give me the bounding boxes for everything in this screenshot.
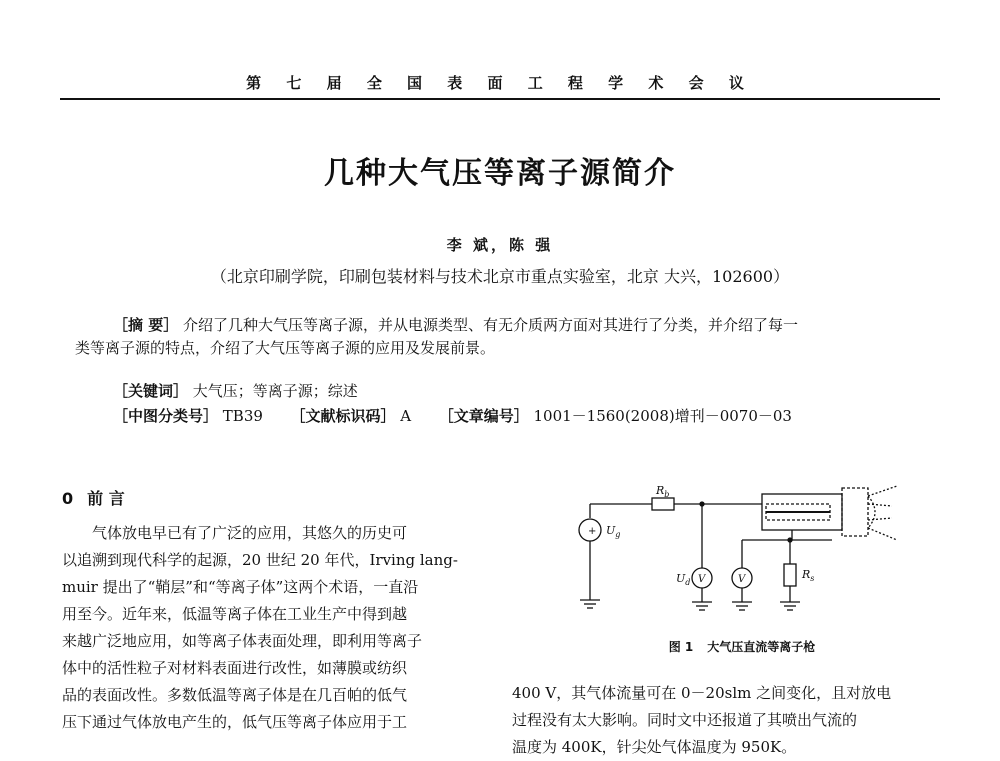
body-right-line: 过程没有太大影响。同时文中还报道了其喷出气流的 xyxy=(512,711,858,729)
label-ug: $U_g$ xyxy=(606,524,621,539)
abstract-label: ［摘 要］ xyxy=(113,316,179,334)
body-left-line: 气体放电早已有了广泛的应用，其悠久的历史可 xyxy=(92,524,408,542)
body-left-line: 体中的活性粒子对材料表面进行改性，如薄膜或纺织 xyxy=(62,659,408,677)
figure-number: 图 1 xyxy=(668,640,694,654)
abstract-first-line xyxy=(75,314,930,337)
section-number: 0 xyxy=(62,489,74,508)
body-left-line: 压下通过气体放电产生的，低气压等离子体应用于工 xyxy=(62,713,408,731)
svg-text:V: V xyxy=(738,574,746,585)
keywords xyxy=(113,380,358,401)
keywords-text: 大气压；等离子源；综述 xyxy=(192,382,358,400)
conference-header: 第 七 届 全 国 表 面 工 程 学 术 会 议 xyxy=(246,74,754,92)
ballast-resistor xyxy=(652,498,674,510)
abstract xyxy=(75,314,930,360)
body-right-line: 温度为 400K，针尖处气体温度为 950K。 xyxy=(512,738,797,756)
section-title: 前 言 xyxy=(87,489,125,508)
section-heading xyxy=(62,486,139,509)
abstract-text-2: 类等离子源的特点，介绍了大气压等离子源的应用及发展前景。 xyxy=(75,339,496,357)
circuit-diagram xyxy=(552,482,932,622)
label-rb: $R_b$ xyxy=(656,484,670,499)
body-left-line: 以追溯到现代科学的起源，20 世纪 20 年代，Irving lang- xyxy=(62,551,458,569)
clc-value: TB39 xyxy=(222,407,263,425)
body-left-line: 用至今。近年来，低温等离子体在工业生产中得到越 xyxy=(62,605,408,623)
abstract-text-1: 介绍了几种大气压等离子源，并从电源类型、有无介质两方面对其进行了分类，并介绍了每一 xyxy=(183,316,799,334)
keywords-label: ［关键词］ xyxy=(113,382,189,400)
classification-line xyxy=(113,405,792,426)
article-number-label: ［文章编号］ xyxy=(438,407,529,425)
sense-resistor xyxy=(784,564,796,586)
doc-code-label: ［文献标识码］ xyxy=(290,407,396,425)
body-left-column xyxy=(62,520,492,736)
authors: 李 斌，陈 强 xyxy=(446,236,554,254)
body-left-line: 品的表面改性。多数低温等离子体是在几百帕的低气 xyxy=(62,686,408,704)
label-ud: $U_d$ xyxy=(676,572,691,587)
nozzle xyxy=(842,488,868,536)
figure-caption xyxy=(552,638,932,655)
svg-text:V: V xyxy=(698,574,706,585)
paper-title: 几种大气压等离子源简介 xyxy=(324,156,676,191)
header-rule xyxy=(60,98,940,100)
body-left-line: muir 提出了“鞘层”和“等离子体”这两个术语，一直沿 xyxy=(62,578,419,596)
body-right-line: 400 V，其气体流量可在 0－20slm 之间变化，且对放电 xyxy=(512,684,892,702)
article-number-value: 1001－1560(2008)增刊－0070－03 xyxy=(533,407,792,425)
clc-label: ［中图分类号］ xyxy=(113,407,219,425)
body-left-line: 来越广泛地应用，如等离子体表面处理，即利用等离子 xyxy=(62,632,423,650)
affiliation: （北京印刷学院，印刷包装材料与技术北京市重点实验室，北京 大兴，102600） xyxy=(210,267,790,286)
doc-code-value: A xyxy=(400,407,412,425)
svg-text:+: + xyxy=(588,526,597,537)
body-right-column xyxy=(512,680,952,761)
figure-caption-text: 大气压直流等离子枪 xyxy=(707,640,816,654)
label-rs: $R_s$ xyxy=(802,568,815,583)
